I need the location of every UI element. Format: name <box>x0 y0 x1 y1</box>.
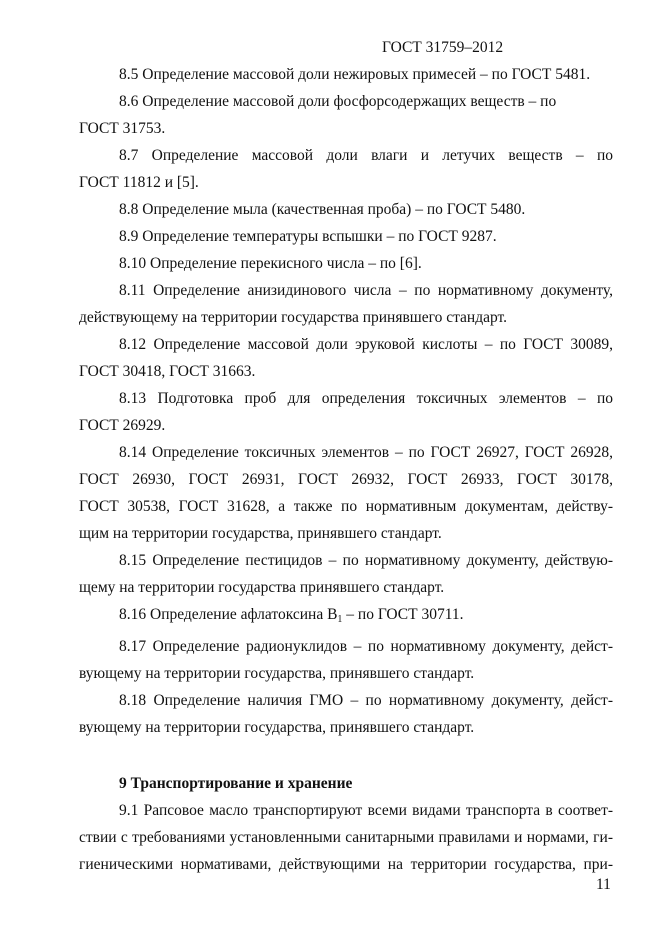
item-9-1-line-1: 9.1 Рапсовое масло транспортируют всеми видами транспорта в соответ- <box>119 802 613 819</box>
item-8-11-line-1: 8.11 Определение анизидинового числа – по нормативному документу, <box>119 282 613 299</box>
item-8-15-line-1: 8.15 Определение пестицидов – по нормативному документу, действую- <box>119 552 613 569</box>
item-8-7-line-2: ГОСТ 11812 и [5]. <box>79 174 199 191</box>
item-8-14-line-3: ГОСТ 30538, ГОСТ 31628, а также по нормативным документам, действу- <box>79 498 613 515</box>
item-8-12-line-1: 8.12 Определение массовой доли эруковой кислоты – по ГОСТ 30089, <box>119 336 613 353</box>
item-8-18-line-2: вующему на территории государства, принявшего стандарт. <box>79 719 475 736</box>
item-8-10: 8.10 Определение перекисного числа – по [6]. <box>119 255 422 272</box>
page-number: 11 <box>596 876 611 893</box>
section-9-heading: 9 Транспортирование и хранение <box>119 775 353 792</box>
page-header-doc-id: ГОСТ 31759–2012 <box>382 39 504 56</box>
item-8-13-line-2: ГОСТ 26929. <box>79 417 166 434</box>
item-8-13-line-1: 8.13 Подготовка проб для определения токсичных элементов – по <box>119 390 613 407</box>
item-8-9: 8.9 Определение температуры вспышки – по ГОСТ 9287. <box>119 228 497 245</box>
item-8-14-line-4: щим на территории государства, принявшего стандарт. <box>79 525 442 542</box>
item-8-14-line-1: 8.14 Определение токсичных элементов – по ГОСТ 26927, ГОСТ 26928, <box>119 444 613 461</box>
item-8-15-line-2: щему на территории государства принявшего стандарт. <box>79 579 445 596</box>
item-8-7-line-1: 8.7 Определение массовой доли влаги и летучих веществ – по <box>119 147 613 164</box>
item-8-16 <box>79 601 613 633</box>
item-8-14-line-2: ГОСТ 26930, ГОСТ 26931, ГОСТ 26932, ГОСТ 26933, ГОСТ 30178, <box>79 471 613 488</box>
item-8-17-line-2: вующему на территории государства, принявшего стандарт. <box>79 665 475 682</box>
item-8-12-line-2: ГОСТ 30418, ГОСТ 31663. <box>79 363 256 380</box>
item-8-18-line-1: 8.18 Определение наличия ГМО – по нормативному документу, дейст- <box>119 692 613 709</box>
section-spacer <box>79 741 613 770</box>
item-8-17-line-1: 8.17 Определение радионуклидов – по нормативному документу, дейст- <box>119 638 613 655</box>
item-8-5: 8.5 Определение массовой доли нежировых примесей – по ГОСТ 5481. <box>119 66 591 83</box>
item-8-16-ref: – по ГОСТ 30711. <box>342 606 464 623</box>
item-8-11-line-2: действующему на территории государства принявшего стандарт. <box>79 309 508 326</box>
item-9-1-line-2: ствии с требованиями установленными санитарными правилами и нормами, ги- <box>79 829 613 846</box>
item-8-8: 8.8 Определение мыла (качественная проба) – по ГОСТ 5480. <box>119 201 526 218</box>
item-8-6-line-2: ГОСТ 31753. <box>79 120 166 137</box>
item-8-16-subscript: 1 <box>337 614 343 625</box>
item-8-16-text: 8.16 Определение афлатоксина B <box>119 606 338 623</box>
document-body <box>79 61 613 878</box>
item-8-6-line-1: 8.6 Определение массовой доли фосфорсодержащих веществ – по <box>119 93 557 110</box>
item-9-1-line-3: гиеническими нормативами, действующими на территории государства, при- <box>79 856 613 873</box>
